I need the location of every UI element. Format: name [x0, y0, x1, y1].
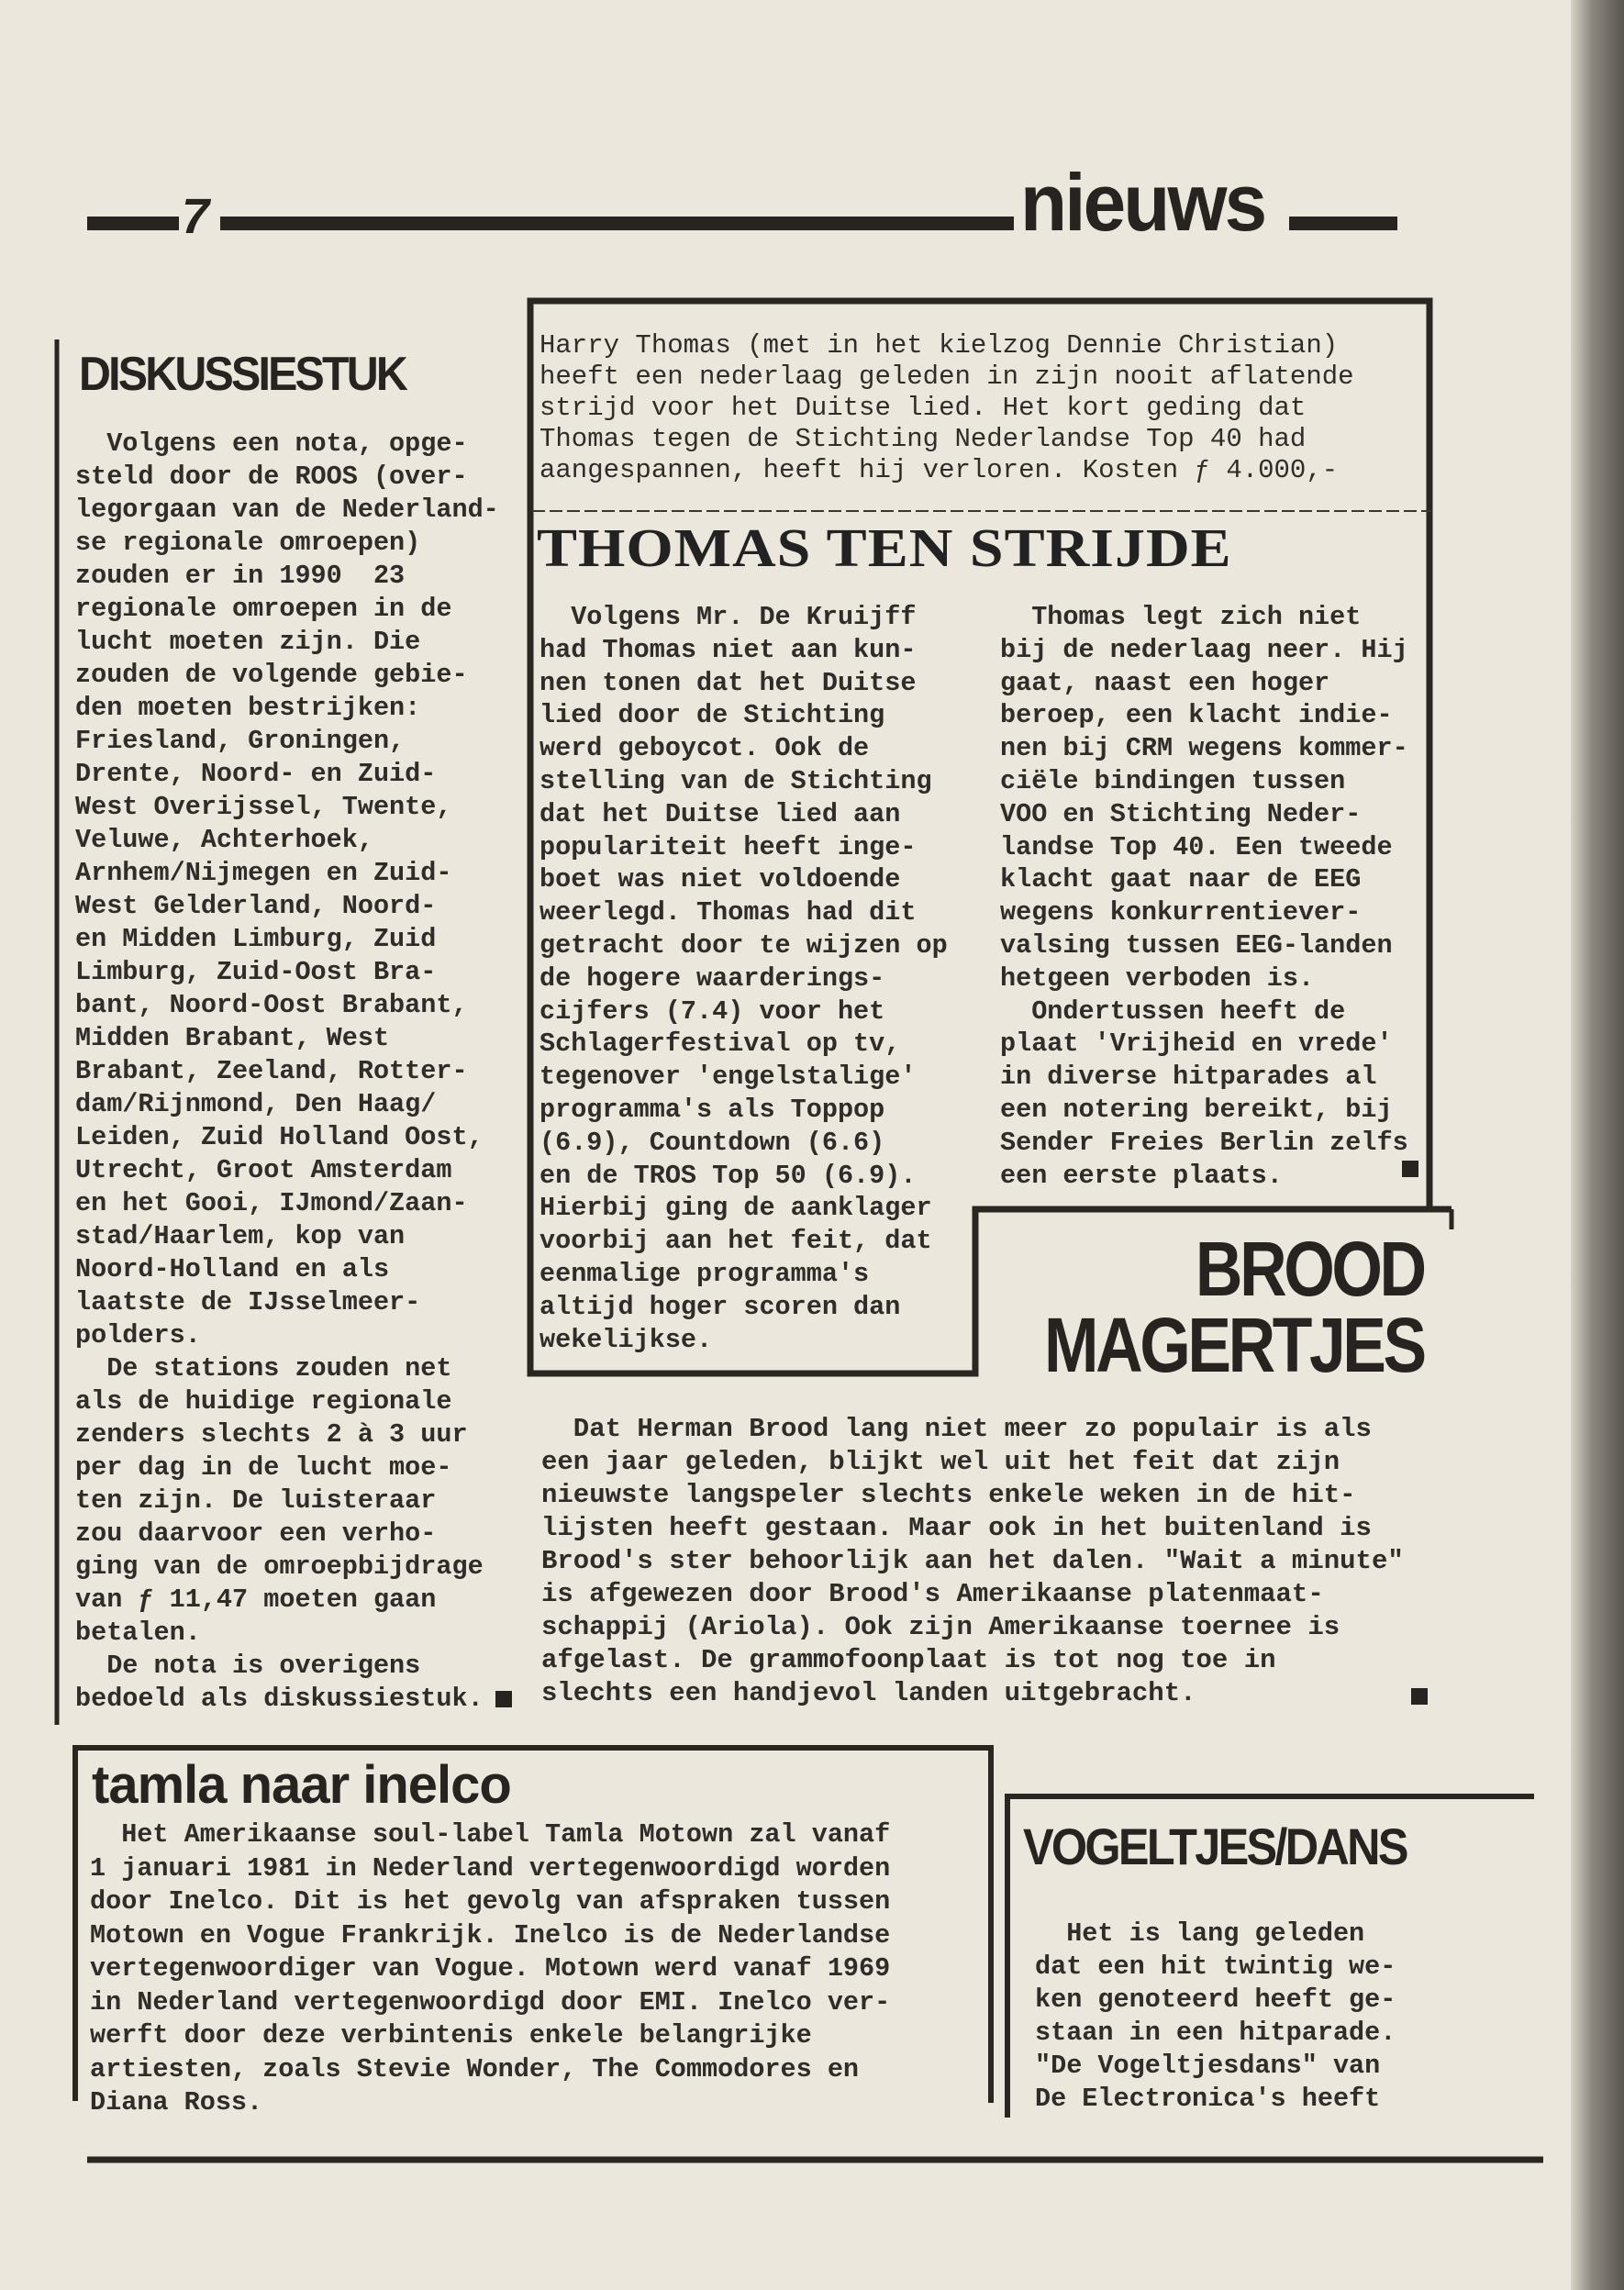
article-intro: Harry Thomas (met in het kielzog Dennie Christian) heeft een nederlaag geleden in zijn nooit aflatende strijd voor het Duitse lied. Het kort geding dat Thomas tegen de Stichting Nederlandse Top 40 had aangespannen, heeft hij verloren. Kosten ƒ 4.000,-: [539, 330, 1354, 485]
end-mark-icon: [1402, 1161, 1418, 1177]
article-column-1: Volgens Mr. De Kruijff had Thomas niet aan kun- nen tonen dat het Duitse lied door de Stichting werd geboycot. Ook de stelling van de Stichting dat het Duitse lied aan populariteit heeft inge- boet was niet voldoende weerlegd. Thomas had dit getracht door te wijzen op de hogere waarderings- cijfers (7.4) voor het Schlagerfestival op tv, tegenover 'engelstalige' programma's als Toppop (6.9), Countdown (6.6) en de TROS Top 50 (6.9). Hierbij ging de aanklager voorbij aan het feit, dat eenmalige programma's altijd hoger scoren dan wekelijkse.: [539, 602, 948, 1355]
article-title-line-2: MAGERTJES: [1044, 1302, 1424, 1388]
article-body: Het Amerikaanse soul-label Tamla Motown zal vanaf 1 januari 1981 in Nederland vertegenwoordigd worden door Inelco. Dit is het gevolg van afspraken tussen Motown en Vogue Frankrijk. Inelco is de Nederlandse vertegenwoordiger van Vogue. Motown werd vanaf 1969 in Nederland vertegenwoordigd door EMI. Inelco ver- werft door deze verbintenis enkele belangrijke artiesten, zoals Stevie Wonder, The Commodores en Diana Ross.: [90, 1819, 891, 2118]
article-title: THOMAS TEN STRIJDE: [537, 517, 1232, 579]
article-title-line-1: BROOD: [1196, 1226, 1424, 1312]
section-title: nieuws: [1020, 157, 1265, 248]
article-column-2: Thomas legt zich niet bij de nederlaag neer. Hij gaat, naast een hoger beroep, een klacht indie- nen bij CRM wegens kommer- ciële bindingen tussen VOO en Stichting Neder- landse Top 40. Een tweede klacht gaat naar de EEG wegens konkurrentiever- valsing tussen EEG-landen hetgeen verboden is. Ondertussen heeft de plaat 'Vrijheid en vrede' in diverse hitparades al een notering bereikt, bij Sender Freies Berlin zelfs een eerste plaats.: [1000, 602, 1408, 1191]
article-body: Volgens een nota, opge- steld door de ROOS (over- legorgaan van de Nederland- se regionale omroepen) zouden er in 1990 23 regionale omroepen in de lucht moeten zijn. Die zouden de volgende gebie- den moeten bestrijken: Friesland, Groningen, Drente, Noord- en Zuid- West Overijssel, Twente, Veluwe, Achterhoek, Arnhem/Nijmegen en Zuid- West Gelderland, Noord- en Midden Limburg, Zuid Limburg, Zuid-Oost Bra- bant, Noord-Oost Brabant, Midden Brabant, West Brabant, Zeeland, Rotter- dam/Rijnmond, Den Haag/ Leiden, Zuid Holland Oost, Utrecht, Groot Amsterdam en het Gooi, IJmond/Zaan- stad/Haarlem, kop van Noord-Holland en als laatste de IJsselmeer- polders. De stations zouden net als de huidige regionale zenders slechts 2 à 3 uur per dag in de lucht moe- ten zijn. De luisteraar zou daarvoor een verho- ging van de omroepbijdrage van ƒ 11,47 moeten gaan betalen. De nota is overigens bedoeld als diskussiestuk.: [75, 428, 499, 1714]
page-number: 7: [182, 189, 210, 244]
article-body: Het is lang geleden dat een hit twintig we- ken genoteerd heeft ge- staan in een hitparade. "De Vogeltjesdans" van De Electronica's heeft: [1035, 1918, 1396, 2114]
article-body: Dat Herman Brood lang niet meer zo populair is als een jaar geleden, blijkt wel uit het feit dat zijn nieuwste langspeler slechts enkele weken in de hit- lijsten heeft gestaan. Maar ook in het buitenland is Brood's ster behoorlijk aan het dalen. "Wait a minute" is afgewezen door Brood's Amerikaanse platenmaat- schappij (Ariola). Ook zijn Amerikaanse toernee is afgelast. De grammofoonplaat is tot nog toe in slechts een handjevol landen uitgebracht.: [541, 1414, 1404, 1708]
end-mark-icon: [495, 1691, 512, 1707]
article-title: DISKUSSIESTUK: [79, 348, 406, 401]
end-mark-icon: [1411, 1688, 1428, 1705]
article-title: tamla naar inelco: [92, 1755, 511, 1815]
article-title: VOGELTJES/DANS: [1023, 1818, 1407, 1875]
